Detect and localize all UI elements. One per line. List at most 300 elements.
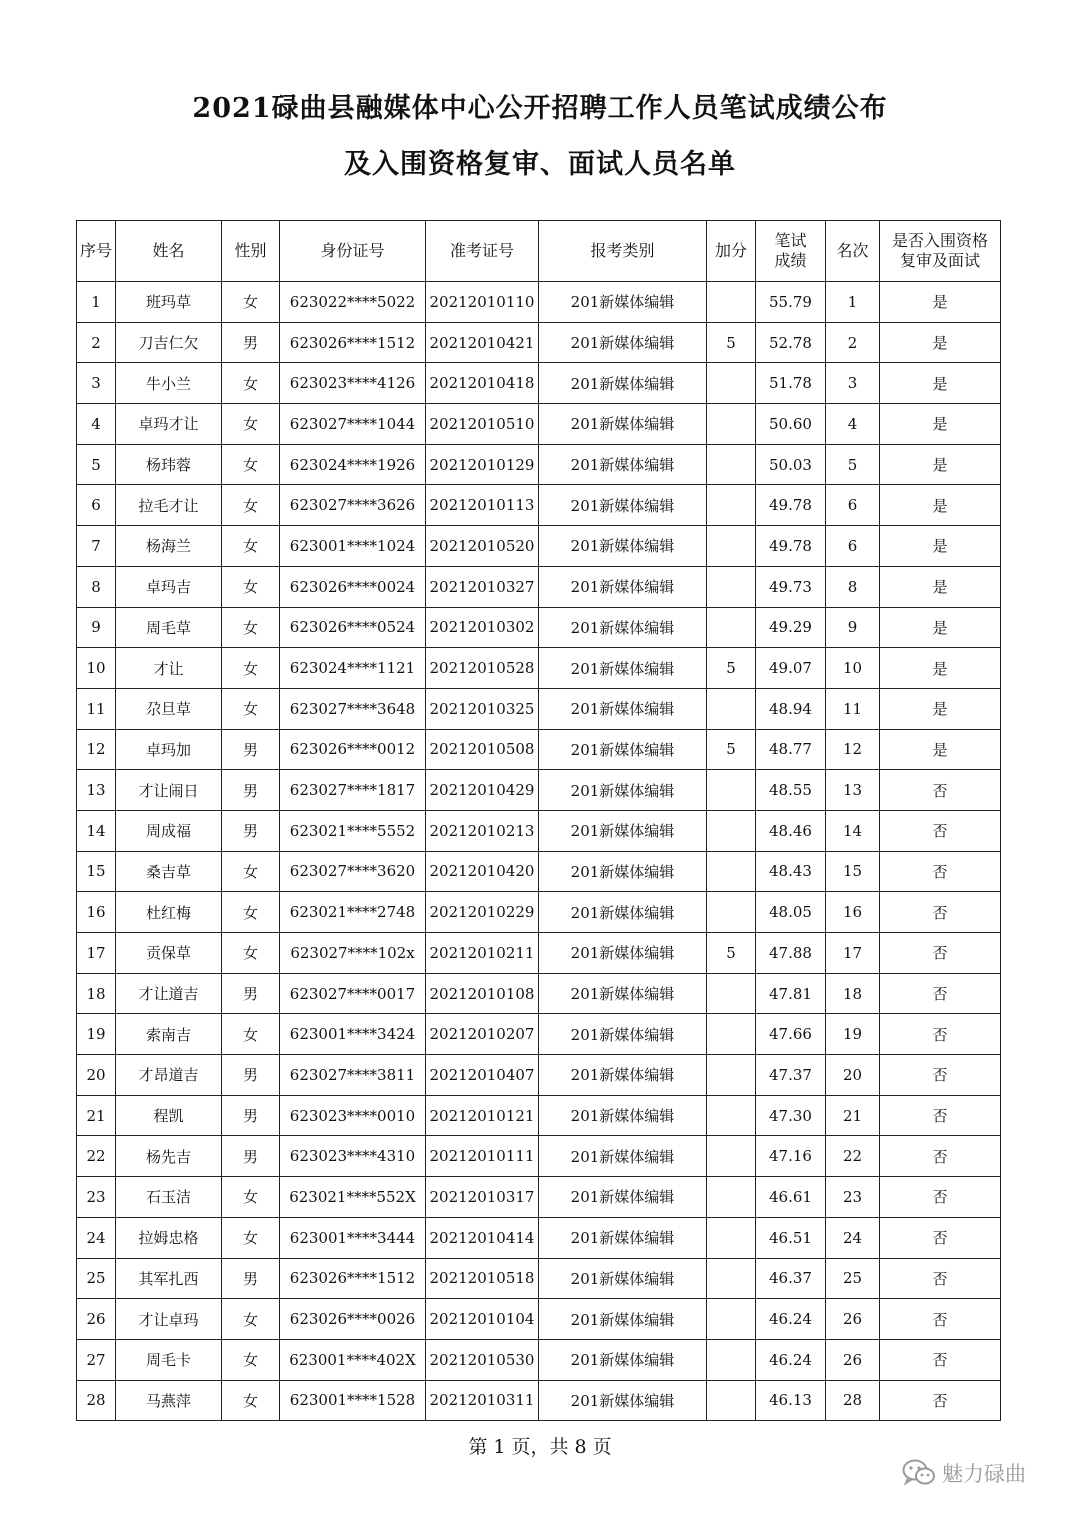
cell-index: 7 — [77, 526, 116, 567]
cell-id-number: 623023****0010 — [280, 1095, 426, 1136]
cell-name: 牛小兰 — [116, 363, 222, 404]
cell-exam-number: 20212010111 — [426, 1136, 539, 1177]
cell-category: 201新媒体编辑 — [539, 648, 707, 689]
cell-bonus — [707, 1095, 756, 1136]
cell-gender: 男 — [222, 1055, 280, 1096]
table-row — [77, 1177, 1001, 1218]
table-row — [77, 444, 1001, 485]
cell-qualified: 否 — [880, 933, 1001, 974]
cell-id-number: 623021****2748 — [280, 892, 426, 933]
cell-name: 贡保草 — [116, 933, 222, 974]
cell-exam-number: 20212010104 — [426, 1299, 539, 1340]
cell-gender: 男 — [222, 810, 280, 851]
header-bonus: 加分 — [707, 221, 756, 282]
cell-rank: 17 — [826, 933, 880, 974]
cell-id-number: 623022****5022 — [280, 282, 426, 323]
cell-id-number: 623027****3811 — [280, 1055, 426, 1096]
cell-category: 201新媒体编辑 — [539, 566, 707, 607]
cell-index: 14 — [77, 810, 116, 851]
cell-name: 刀吉仁欠 — [116, 322, 222, 363]
cell-score: 46.51 — [756, 1217, 826, 1258]
cell-index: 1 — [77, 282, 116, 323]
cell-score: 48.55 — [756, 770, 826, 811]
cell-id-number: 623027****1817 — [280, 770, 426, 811]
cell-category: 201新媒体编辑 — [539, 892, 707, 933]
document-title-line-1: 2021碌曲县融媒体中心公开招聘工作人员笔试成绩公布 — [192, 93, 888, 124]
cell-qualified: 是 — [880, 566, 1001, 607]
cell-name: 杨先吉 — [116, 1136, 222, 1177]
cell-exam-number: 20212010418 — [426, 363, 539, 404]
cell-score: 48.94 — [756, 688, 826, 729]
cell-name: 尕旦草 — [116, 688, 222, 729]
cell-gender: 女 — [222, 933, 280, 974]
cell-rank: 13 — [826, 770, 880, 811]
table-row — [77, 607, 1001, 648]
cell-bonus — [707, 282, 756, 323]
cell-index: 19 — [77, 1014, 116, 1055]
wechat-icon — [902, 1459, 936, 1487]
table-row — [77, 1380, 1001, 1421]
cell-exam-number: 20212010211 — [426, 933, 539, 974]
cell-id-number: 623001****3444 — [280, 1217, 426, 1258]
cell-qualified: 否 — [880, 1299, 1001, 1340]
cell-index: 23 — [77, 1177, 116, 1218]
cell-category: 201新媒体编辑 — [539, 526, 707, 567]
cell-gender: 女 — [222, 1299, 280, 1340]
cell-qualified: 否 — [880, 1258, 1001, 1299]
cell-bonus — [707, 1014, 756, 1055]
cell-qualified: 否 — [880, 1014, 1001, 1055]
cell-rank: 6 — [826, 526, 880, 567]
cell-rank: 15 — [826, 851, 880, 892]
cell-id-number: 623026****0012 — [280, 729, 426, 770]
cell-name: 才让 — [116, 648, 222, 689]
cell-exam-number: 20212010508 — [426, 729, 539, 770]
cell-rank: 23 — [826, 1177, 880, 1218]
cell-gender: 女 — [222, 648, 280, 689]
cell-id-number: 623001****1024 — [280, 526, 426, 567]
cell-name: 拉姆忠格 — [116, 1217, 222, 1258]
cell-category: 201新媒体编辑 — [539, 1095, 707, 1136]
cell-rank: 19 — [826, 1014, 880, 1055]
cell-bonus — [707, 892, 756, 933]
cell-qualified: 是 — [880, 526, 1001, 567]
cell-gender: 男 — [222, 1095, 280, 1136]
cell-id-number: 623027****3626 — [280, 485, 426, 526]
cell-score: 49.73 — [756, 566, 826, 607]
cell-category: 201新媒体编辑 — [539, 729, 707, 770]
cell-bonus — [707, 810, 756, 851]
cell-rank: 4 — [826, 404, 880, 445]
cell-exam-number: 20212010213 — [426, 810, 539, 851]
cell-bonus — [707, 526, 756, 567]
table-row — [77, 648, 1001, 689]
cell-bonus: 5 — [707, 648, 756, 689]
cell-category: 201新媒体编辑 — [539, 1136, 707, 1177]
cell-rank: 22 — [826, 1136, 880, 1177]
cell-category: 201新媒体编辑 — [539, 688, 707, 729]
cell-exam-number: 20212010302 — [426, 607, 539, 648]
cell-score: 47.30 — [756, 1095, 826, 1136]
cell-category: 201新媒体编辑 — [539, 1339, 707, 1380]
table-row — [77, 688, 1001, 729]
cell-exam-number: 20212010108 — [426, 973, 539, 1014]
cell-index: 16 — [77, 892, 116, 933]
cell-bonus — [707, 1217, 756, 1258]
cell-rank: 1 — [826, 282, 880, 323]
cell-name: 才让闹日 — [116, 770, 222, 811]
cell-bonus — [707, 566, 756, 607]
cell-rank: 18 — [826, 973, 880, 1014]
cell-rank: 5 — [826, 444, 880, 485]
cell-index: 6 — [77, 485, 116, 526]
table-row — [77, 404, 1001, 445]
cell-rank: 24 — [826, 1217, 880, 1258]
cell-bonus — [707, 1136, 756, 1177]
cell-id-number: 623026****0524 — [280, 607, 426, 648]
cell-index: 8 — [77, 566, 116, 607]
cell-score: 52.78 — [756, 322, 826, 363]
header-name: 姓名 — [116, 221, 222, 282]
cell-bonus — [707, 851, 756, 892]
cell-gender: 男 — [222, 770, 280, 811]
cell-exam-number: 20212010530 — [426, 1339, 539, 1380]
cell-category: 201新媒体编辑 — [539, 1217, 707, 1258]
cell-exam-number: 20212010528 — [426, 648, 539, 689]
cell-name: 桑吉草 — [116, 851, 222, 892]
cell-score: 48.05 — [756, 892, 826, 933]
cell-rank: 26 — [826, 1339, 880, 1380]
cell-index: 5 — [77, 444, 116, 485]
table-header-row — [77, 221, 1001, 282]
cell-rank: 11 — [826, 688, 880, 729]
cell-exam-number: 20212010317 — [426, 1177, 539, 1218]
cell-id-number: 623026****1512 — [280, 322, 426, 363]
cell-id-number: 623024****1121 — [280, 648, 426, 689]
table-row — [77, 1055, 1001, 1096]
cell-exam-number: 20212010429 — [426, 770, 539, 811]
cell-bonus: 5 — [707, 933, 756, 974]
cell-gender: 女 — [222, 404, 280, 445]
cell-qualified: 否 — [880, 1055, 1001, 1096]
cell-qualified: 否 — [880, 1217, 1001, 1258]
cell-gender: 女 — [222, 485, 280, 526]
cell-bonus — [707, 1055, 756, 1096]
cell-id-number: 623026****1512 — [280, 1258, 426, 1299]
cell-gender: 女 — [222, 607, 280, 648]
cell-id-number: 623027****3648 — [280, 688, 426, 729]
cell-bonus — [707, 485, 756, 526]
cell-exam-number: 20212010129 — [426, 444, 539, 485]
cell-rank: 28 — [826, 1380, 880, 1421]
cell-qualified: 是 — [880, 607, 1001, 648]
header-qualified: 是否入围资格复审及面试 — [880, 221, 1001, 282]
header-id-number: 身份证号 — [280, 221, 426, 282]
cell-rank: 9 — [826, 607, 880, 648]
cell-rank: 26 — [826, 1299, 880, 1340]
header-exam-number: 准考证号 — [426, 221, 539, 282]
cell-index: 28 — [77, 1380, 116, 1421]
cell-bonus: 5 — [707, 729, 756, 770]
table-row — [77, 851, 1001, 892]
cell-bonus: 5 — [707, 322, 756, 363]
cell-score: 49.29 — [756, 607, 826, 648]
cell-bonus — [707, 444, 756, 485]
cell-score: 50.60 — [756, 404, 826, 445]
cell-exam-number: 20212010420 — [426, 851, 539, 892]
cell-exam-number: 20212010229 — [426, 892, 539, 933]
cell-index: 15 — [77, 851, 116, 892]
cell-gender: 男 — [222, 1136, 280, 1177]
cell-index: 27 — [77, 1339, 116, 1380]
cell-index: 17 — [77, 933, 116, 974]
table-row — [77, 1258, 1001, 1299]
cell-bonus — [707, 1177, 756, 1218]
cell-rank: 14 — [826, 810, 880, 851]
cell-id-number: 623023****4126 — [280, 363, 426, 404]
cell-exam-number: 20212010518 — [426, 1258, 539, 1299]
cell-score: 51.78 — [756, 363, 826, 404]
cell-index: 13 — [77, 770, 116, 811]
cell-id-number: 623021****552X — [280, 1177, 426, 1218]
cell-index: 18 — [77, 973, 116, 1014]
cell-qualified: 是 — [880, 322, 1001, 363]
cell-bonus — [707, 404, 756, 445]
header-rank: 名次 — [826, 221, 880, 282]
cell-score: 48.77 — [756, 729, 826, 770]
cell-exam-number: 20212010207 — [426, 1014, 539, 1055]
cell-category: 201新媒体编辑 — [539, 1055, 707, 1096]
table-row — [77, 485, 1001, 526]
table-row — [77, 282, 1001, 323]
cell-index: 10 — [77, 648, 116, 689]
cell-qualified: 是 — [880, 363, 1001, 404]
cell-id-number: 623001****1528 — [280, 1380, 426, 1421]
cell-qualified: 否 — [880, 1136, 1001, 1177]
cell-score: 47.37 — [756, 1055, 826, 1096]
cell-bonus — [707, 607, 756, 648]
cell-category: 201新媒体编辑 — [539, 770, 707, 811]
cell-index: 9 — [77, 607, 116, 648]
cell-gender: 女 — [222, 1339, 280, 1380]
cell-score: 49.78 — [756, 526, 826, 567]
cell-rank: 12 — [826, 729, 880, 770]
cell-bonus — [707, 973, 756, 1014]
cell-qualified: 是 — [880, 729, 1001, 770]
cell-score: 47.16 — [756, 1136, 826, 1177]
cell-index: 25 — [77, 1258, 116, 1299]
cell-category: 201新媒体编辑 — [539, 485, 707, 526]
cell-index: 11 — [77, 688, 116, 729]
cell-qualified: 否 — [880, 1339, 1001, 1380]
cell-index: 3 — [77, 363, 116, 404]
cell-name: 杨海兰 — [116, 526, 222, 567]
table-row — [77, 810, 1001, 851]
cell-qualified: 是 — [880, 282, 1001, 323]
table-row — [77, 892, 1001, 933]
cell-index: 24 — [77, 1217, 116, 1258]
cell-category: 201新媒体编辑 — [539, 810, 707, 851]
cell-qualified: 是 — [880, 404, 1001, 445]
cell-rank: 10 — [826, 648, 880, 689]
cell-score: 46.13 — [756, 1380, 826, 1421]
cell-qualified: 否 — [880, 1380, 1001, 1421]
cell-id-number: 623027****1044 — [280, 404, 426, 445]
cell-name: 其军扎西 — [116, 1258, 222, 1299]
cell-exam-number: 20212010510 — [426, 404, 539, 445]
page-footer: 第 1 页，共 8 页 — [468, 1436, 612, 1458]
cell-exam-number: 20212010110 — [426, 282, 539, 323]
cell-qualified: 是 — [880, 485, 1001, 526]
cell-score: 46.61 — [756, 1177, 826, 1218]
cell-gender: 女 — [222, 526, 280, 567]
cell-exam-number: 20212010520 — [426, 526, 539, 567]
cell-name: 马燕萍 — [116, 1380, 222, 1421]
cell-qualified: 否 — [880, 1095, 1001, 1136]
cell-index: 26 — [77, 1299, 116, 1340]
cell-gender: 女 — [222, 688, 280, 729]
cell-gender: 男 — [222, 1258, 280, 1299]
cell-name: 才昂道吉 — [116, 1055, 222, 1096]
cell-id-number: 623027****0017 — [280, 973, 426, 1014]
cell-bonus — [707, 688, 756, 729]
cell-id-number: 623024****1926 — [280, 444, 426, 485]
cell-gender: 女 — [222, 1380, 280, 1421]
cell-exam-number: 20212010325 — [426, 688, 539, 729]
header-index: 序号 — [77, 221, 116, 282]
cell-exam-number: 20212010407 — [426, 1055, 539, 1096]
cell-bonus — [707, 363, 756, 404]
cell-category: 201新媒体编辑 — [539, 363, 707, 404]
table-row — [77, 973, 1001, 1014]
cell-id-number: 623023****4310 — [280, 1136, 426, 1177]
cell-category: 201新媒体编辑 — [539, 973, 707, 1014]
cell-exam-number: 20212010113 — [426, 485, 539, 526]
cell-rank: 3 — [826, 363, 880, 404]
cell-category: 201新媒体编辑 — [539, 404, 707, 445]
cell-index: 4 — [77, 404, 116, 445]
cell-qualified: 否 — [880, 770, 1001, 811]
header-gender: 性别 — [222, 221, 280, 282]
cell-category: 201新媒体编辑 — [539, 607, 707, 648]
cell-gender: 女 — [222, 566, 280, 607]
cell-category: 201新媒体编辑 — [539, 851, 707, 892]
cell-name: 才让卓玛 — [116, 1299, 222, 1340]
cell-bonus — [707, 1339, 756, 1380]
cell-gender: 女 — [222, 444, 280, 485]
cell-gender: 女 — [222, 892, 280, 933]
table-row — [77, 1217, 1001, 1258]
cell-qualified: 否 — [880, 892, 1001, 933]
cell-index: 12 — [77, 729, 116, 770]
cell-exam-number: 20212010311 — [426, 1380, 539, 1421]
table-body — [77, 282, 1001, 1421]
cell-rank: 21 — [826, 1095, 880, 1136]
cell-category: 201新媒体编辑 — [539, 444, 707, 485]
cell-score: 46.24 — [756, 1299, 826, 1340]
cell-gender: 女 — [222, 1217, 280, 1258]
cell-gender: 女 — [222, 1177, 280, 1218]
cell-id-number: 623021****5552 — [280, 810, 426, 851]
cell-category: 201新媒体编辑 — [539, 1177, 707, 1218]
cell-gender: 女 — [222, 1014, 280, 1055]
cell-rank: 20 — [826, 1055, 880, 1096]
cell-bonus — [707, 770, 756, 811]
table-row — [77, 1136, 1001, 1177]
cell-rank: 25 — [826, 1258, 880, 1299]
cell-gender: 男 — [222, 729, 280, 770]
cell-score: 47.81 — [756, 973, 826, 1014]
cell-qualified: 否 — [880, 810, 1001, 851]
cell-gender: 男 — [222, 322, 280, 363]
cell-name: 杜红梅 — [116, 892, 222, 933]
cell-index: 20 — [77, 1055, 116, 1096]
cell-id-number: 623027****102x — [280, 933, 426, 974]
cell-gender: 女 — [222, 363, 280, 404]
cell-name: 拉毛才让 — [116, 485, 222, 526]
cell-rank: 2 — [826, 322, 880, 363]
cell-score: 46.24 — [756, 1339, 826, 1380]
cell-qualified: 否 — [880, 851, 1001, 892]
cell-gender: 女 — [222, 282, 280, 323]
cell-name: 卓玛吉 — [116, 566, 222, 607]
cell-name: 周成福 — [116, 810, 222, 851]
cell-name: 卓玛才让 — [116, 404, 222, 445]
header-score: 笔试成绩 — [756, 221, 826, 282]
cell-id-number: 623027****3620 — [280, 851, 426, 892]
cell-qualified: 是 — [880, 444, 1001, 485]
cell-rank: 8 — [826, 566, 880, 607]
cell-rank: 6 — [826, 485, 880, 526]
cell-name: 才让道吉 — [116, 973, 222, 1014]
cell-category: 201新媒体编辑 — [539, 282, 707, 323]
cell-qualified: 否 — [880, 1177, 1001, 1218]
cell-score: 47.66 — [756, 1014, 826, 1055]
cell-qualified: 否 — [880, 973, 1001, 1014]
cell-score: 55.79 — [756, 282, 826, 323]
cell-index: 2 — [77, 322, 116, 363]
cell-name: 杨玮蓉 — [116, 444, 222, 485]
cell-name: 程凯 — [116, 1095, 222, 1136]
cell-gender: 男 — [222, 973, 280, 1014]
watermark-text: 魅力碌曲 — [942, 1462, 1026, 1486]
cell-gender: 女 — [222, 851, 280, 892]
table-row — [77, 1299, 1001, 1340]
cell-id-number: 623026****0024 — [280, 566, 426, 607]
cell-bonus — [707, 1380, 756, 1421]
cell-name: 石玉洁 — [116, 1177, 222, 1218]
cell-name: 班玛草 — [116, 282, 222, 323]
cell-category: 201新媒体编辑 — [539, 1380, 707, 1421]
cell-score: 48.46 — [756, 810, 826, 851]
cell-name: 索南吉 — [116, 1014, 222, 1055]
results-table — [76, 220, 1001, 1421]
cell-id-number: 623001****3424 — [280, 1014, 426, 1055]
table-row — [77, 1014, 1001, 1055]
table-row — [77, 566, 1001, 607]
table-row — [77, 729, 1001, 770]
cell-bonus — [707, 1299, 756, 1340]
cell-name: 周毛卡 — [116, 1339, 222, 1380]
cell-exam-number: 20212010421 — [426, 322, 539, 363]
cell-rank: 16 — [826, 892, 880, 933]
cell-score: 49.07 — [756, 648, 826, 689]
cell-score: 47.88 — [756, 933, 826, 974]
cell-category: 201新媒体编辑 — [539, 322, 707, 363]
cell-category: 201新媒体编辑 — [539, 1258, 707, 1299]
cell-index: 22 — [77, 1136, 116, 1177]
cell-score: 46.37 — [756, 1258, 826, 1299]
